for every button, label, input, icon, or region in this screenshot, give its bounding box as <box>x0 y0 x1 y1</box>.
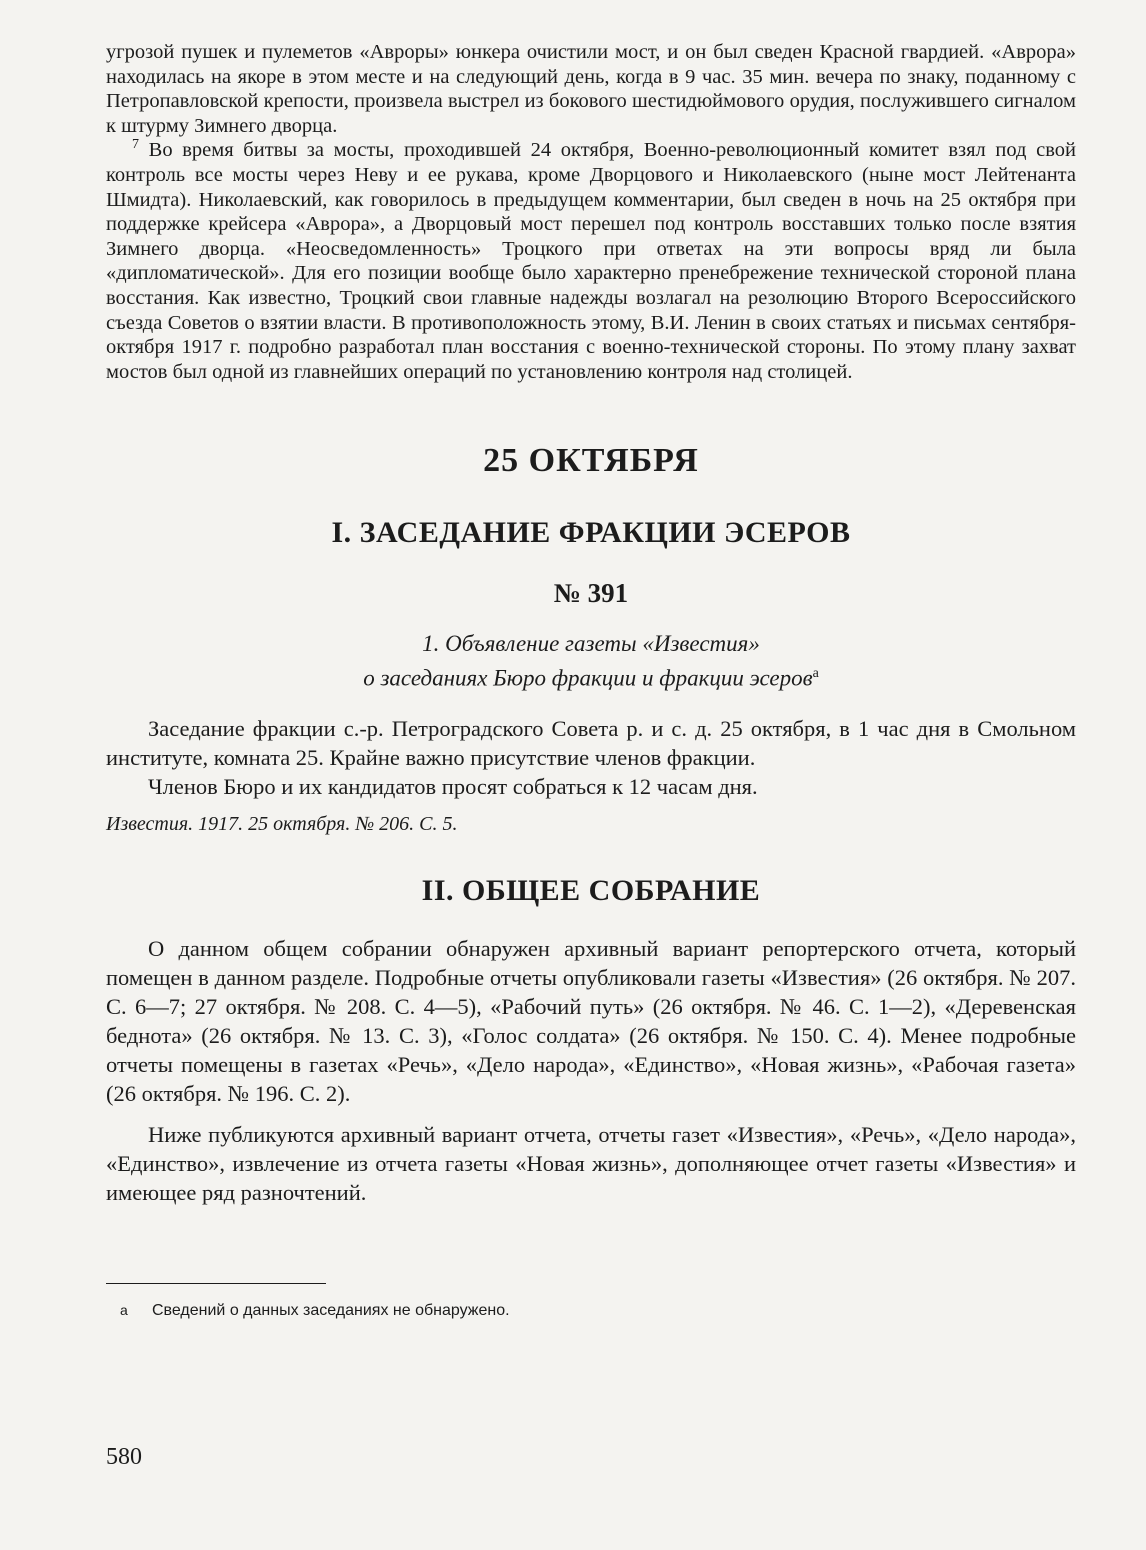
document-title-line-2-text: о заседаниях Бюро фракции и фракции эсеров <box>363 665 813 691</box>
document-number: № 391 <box>553 578 629 609</box>
section-2-paragraph-1: О данном общем собрании обнаружен архивный вариант репортерского отчета, который помещен в данном разделе. Подробные отчеты опубликовали газеты «Известия» (26 октября. № 207. С. 6—7; 27 октября. № 208. С. 4—5), «Рабочий путь» (26 октября. № 46. С. 1—2), «Деревенская беднота» (26 октября. № 13. С. 3), «Голос солдата» (26 октября. № 150. С. 4). Менее подробные отчеты помещены в газетах «Речь», «Дело народа», «Единство», «Новая жизнь», «Рабочая газета» (26 октября. № 196. С. 2). <box>106 935 1076 1106</box>
comment-7-text: Во время битвы за мосты, проходившей 24 октября, Военно-революционный комитет взял под свой контроль все мосты через Неву и ее рукава, кроме Дворцового и Николаевского (ныне мост Лейтенанта Шмидта). Николаевский, как говорилось в предыдущем комментарии, был сведен в ночь на 25 октября при поддержке крейсера «Аврора», а Дворцовый мост перешел под контроль восставших только после взятия Зимнего дворца. «Неосведомленность» Троцкого при ответах на эти вопросы вряд ли была «дипломатической». Для его позиции вообще было характерно пренебрежение технической стороной плана восстания. Как известно, Троцкий свои главные надежды возлагал на резолюцию Второго Всероссийского съезда Советов о взятии власти. В противоположность этому, В.И. Ленин в своих статьях и письмах сентября-октября 1917 г. подробно разработал план восстания с военно-технической стороны. По этому плану захват мостов был одной из главнейших операций по установлению контроля над столицей. <box>106 139 1077 383</box>
footnote-mark: а <box>120 1301 128 1318</box>
page-number: 580 <box>106 1444 142 1470</box>
section-1-paragraph-1: Заседание фракции с.-р. Петроградского Совета р. и с. д. 25 октября, в 1 час дня в Смольном институте, комната 25. Крайне важно присутствие членов фракции. <box>106 715 1076 770</box>
footnote-text: Сведений о данных заседаниях не обнаружено. <box>152 1301 510 1319</box>
comment-7 <box>106 138 1076 384</box>
section-1-title: I. ЗАСЕДАНИЕ ФРАКЦИИ ЭСЕРОВ <box>331 516 851 550</box>
document-title-line-2 <box>106 659 1076 694</box>
document-title-line-1: 1. Объявление газеты «Известия» <box>422 631 760 657</box>
footnote-divider <box>106 1283 326 1284</box>
date-heading: 25 ОКТЯБРЯ <box>483 442 699 480</box>
comment-paragraph: угрозой пушек и пулеметов «Авроры» юнкера очистили мост, и он был сведен Красной гвардией. «Аврора» находилась на якоре в этом месте и на следующий день, когда в 9 час. 35 мин. вечера по знаку, поданному с Петропавловской крепости, произвела выстрел из бокового шестидюймового орудия, послужившего сигналом к штурму Зимнего дворца. <box>106 41 1076 137</box>
source-citation: Известия. 1917. 25 октября. № 206. С. 5. <box>106 812 458 835</box>
comment-7-number: 7 <box>132 137 139 153</box>
section-1-paragraph-2: Членов Бюро и их кандидатов просят собраться к 12 часам дня. <box>148 773 758 799</box>
section-2-paragraph-2: Ниже публикуются архивный вариант отчета, отчеты газет «Известия», «Речь», «Дело народа», «Единство», извлечение из отчета газеты «Новая жизнь», дополняющее отчет газеты «Известия» и имеющее ряд разночтений. <box>106 1121 1076 1205</box>
footnote-reference-mark: а <box>812 666 819 682</box>
footnote <box>106 1302 1076 1320</box>
section-2-title: II. ОБЩЕЕ СОБРАНИЕ <box>421 873 761 907</box>
document-title <box>106 629 1076 694</box>
page-content <box>106 40 1076 1320</box>
